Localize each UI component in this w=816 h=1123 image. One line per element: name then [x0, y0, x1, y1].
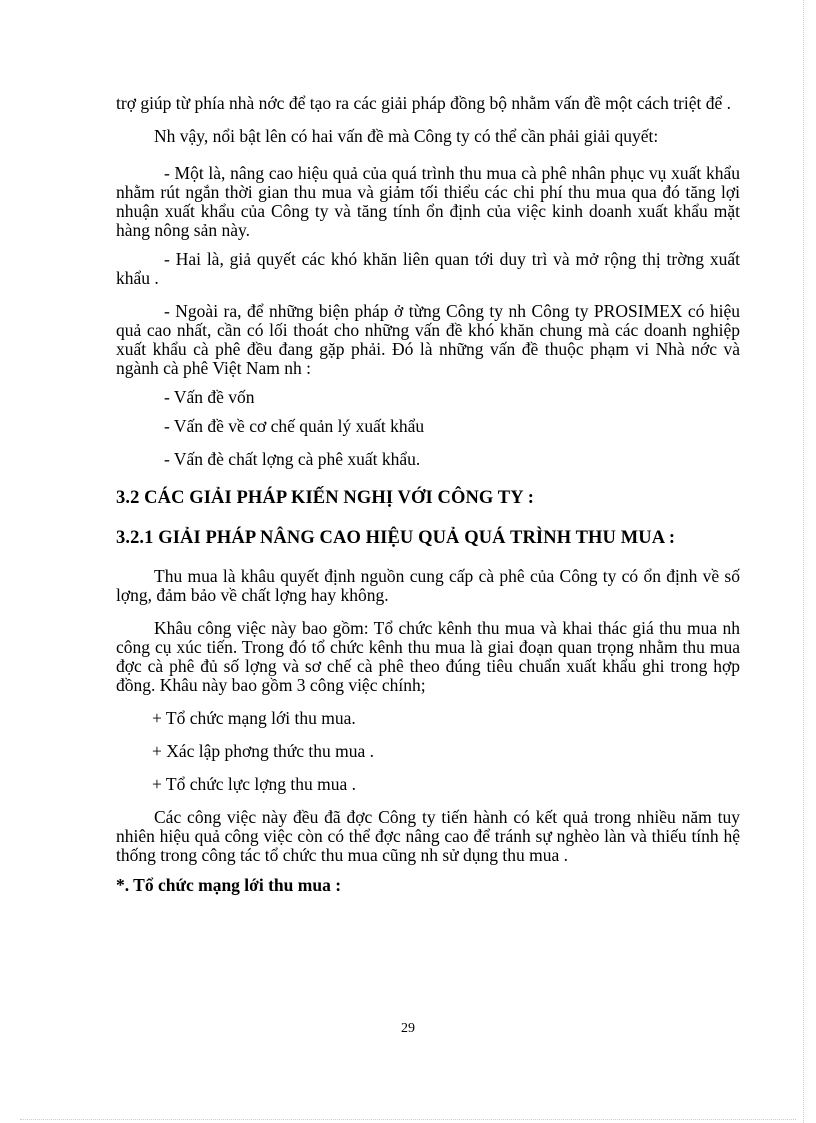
right-margin-divider	[803, 0, 804, 1123]
paragraph-purchasing-intro: Thu mua là khâu quyết định nguồn cung cấp cà phê của Công ty có ổn định về số lợng, đảm bảo về chất lợng hay không.	[116, 566, 740, 605]
paragraph-issue-one: - Một là, nâng cao hiệu quả của quá trình thu mua cà phê nhân phục vụ xuất khẩu nhằm rút ngắn thời gian thu mua và giảm tối thiểu các chi phí thu mua qua đó tăng lợi nhuận xuất khẩu của Công ty và tăng tính ổn định của việc kinh doanh xuất khẩu mặt hàng nông sản này.	[116, 163, 740, 240]
list-item-capital: - Vấn đề vốn	[164, 387, 255, 407]
paragraph-results: Các công việc này đều đã đợc Công ty tiến hành có kết quả trong nhiều năm tuy nhiên hiệu quả công việc còn có thể đợc nâng cao để tránh sự nghèo làn và thiếu tính hệ thống trong công tác tổ chức thu mua cũng nh sử dụng thu mua .	[116, 807, 740, 865]
list-item-network: + Tổ chức mạng lới thu mua.	[152, 708, 356, 728]
subheading-purchasing-network: *. Tổ chức mạng lới thu mua :	[116, 875, 342, 895]
page-number: 29	[401, 1021, 415, 1036]
paragraph-other-issues: - Ngoài ra, để những biện pháp ở từng Công ty nh Công ty PROSIMEX có hiệu quả cao nhất, cần có lối thoát cho những vấn đề khó khăn chung mà các doanh nghiệp xuất khẩu cà phê đều đang gặp phải. Đó là những vấn đề thuộc phạm vi Nhà nớc và ngành cà phê Việt Nam nh :	[116, 301, 740, 378]
paragraph-issue-two: - Hai là, giả quyết các khó khăn liên quan tới duy trì và mở rộng thị trờng xuất khẩu .	[116, 249, 740, 288]
list-item-quality: - Vấn đè chất lợng cà phê xuất khẩu.	[164, 449, 421, 469]
section-heading-3-2-1: 3.2.1 GIẢI PHÁP NÂNG CAO HIỆU QUẢ QUÁ TRÌNH THU MUA :	[116, 528, 676, 548]
paragraph-continuation: trợ giúp từ phía nhà nớc để tạo ra các giải pháp đồng bộ nhằm vấn đề một cách triệt để .	[116, 93, 732, 113]
list-item-method: + Xác lập phơng thức thu mua .	[152, 741, 375, 761]
section-heading-3-2: 3.2 CÁC GIẢI PHÁP KIẾN NGHỊ VỚI CÔNG TY :	[116, 488, 534, 508]
list-item-force: + Tổ chức lực lợng thu mua .	[152, 774, 356, 794]
paragraph-two-issues: Nh vậy, nổi bật lên có hai vấn đề mà Công ty có thể cần phải giải quyết:	[154, 126, 659, 146]
paragraph-purchasing-stages: Khâu công việc này bao gồm: Tổ chức kênh thu mua và khai thác giá thu mua nh công cụ xúc tiến. Trong đó tổ chức kênh thu mua là giai đoạn quan trọng nhằm thu mua đợc cà phê đủ số lợng và sơ chế cà phê theo đúng tiêu chuẩn xuất khẩu ghi trong hợp đồng. Khâu này bao gồm 3 công việc chính;	[116, 618, 740, 695]
list-item-mechanism: - Vấn đề về cơ chế quản lý xuất khẩu	[164, 416, 425, 436]
document-page	[116, 94, 740, 895]
footer-divider	[20, 1119, 796, 1120]
